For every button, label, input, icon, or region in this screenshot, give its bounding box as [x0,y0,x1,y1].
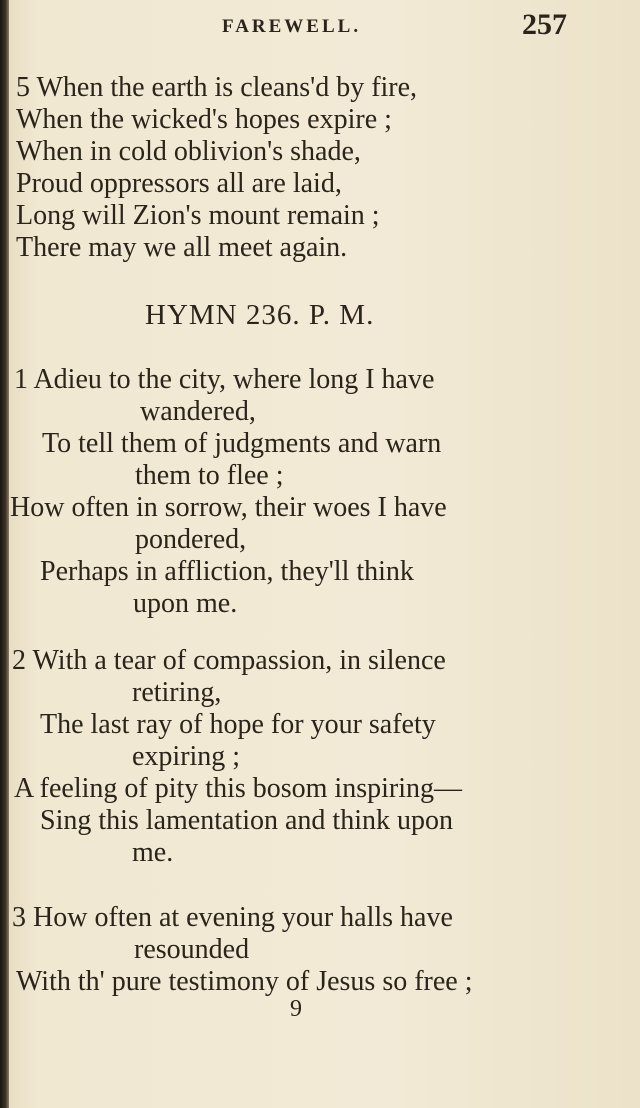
verse-line: To tell them of judgments and warn [42,428,442,459]
verse-line: me. [132,837,174,868]
verse-line: The last ray of hope for your safety [40,709,436,740]
verse-line: resounded [134,934,250,965]
hymn-title: HYMN 236. P. M. [145,299,375,331]
verse-line: How often in sorrow, their woes I have [10,492,447,523]
verse-line: Sing this lamentation and think upon [40,805,453,836]
book-spine-edge [0,0,9,1108]
verse-line: 2 With a tear of compassion, in silence [12,645,446,676]
verse-line: With th' pure testimony of Jesus so free ; [16,966,473,997]
stanza-line: Proud oppressors all are laid, [16,168,342,199]
verse-line: retiring, [132,677,222,708]
stanza-line: Long will Zion's mount remain ; [16,200,380,231]
stanza-line: When in cold oblivion's shade, [16,136,361,167]
running-head: FAREWELL. [222,16,362,37]
verse-line: pondered, [135,524,247,555]
verse-line: wandered, [140,396,256,427]
stanza-line: 5 When the earth is cleans'd by fire, [16,72,418,103]
page-header [0,6,640,42]
verse-line: 1 Adieu to the city, where long I have [14,364,435,395]
signature-mark: 9 [290,996,302,1022]
verse-line: them to flee ; [135,460,284,491]
page-number: 257 [522,8,567,41]
verse-line: upon me. [133,588,238,619]
verse-line: Perhaps in affliction, they'll think [40,556,414,587]
verse-line: 3 How often at evening your halls have [12,902,453,933]
stanza-line: There may we all meet again. [16,232,348,263]
verse-line: A feeling of pity this bosom inspiring— [14,773,462,804]
verse-line: expiring ; [132,741,241,772]
stanza-line: When the wicked's hopes expire ; [16,104,392,135]
